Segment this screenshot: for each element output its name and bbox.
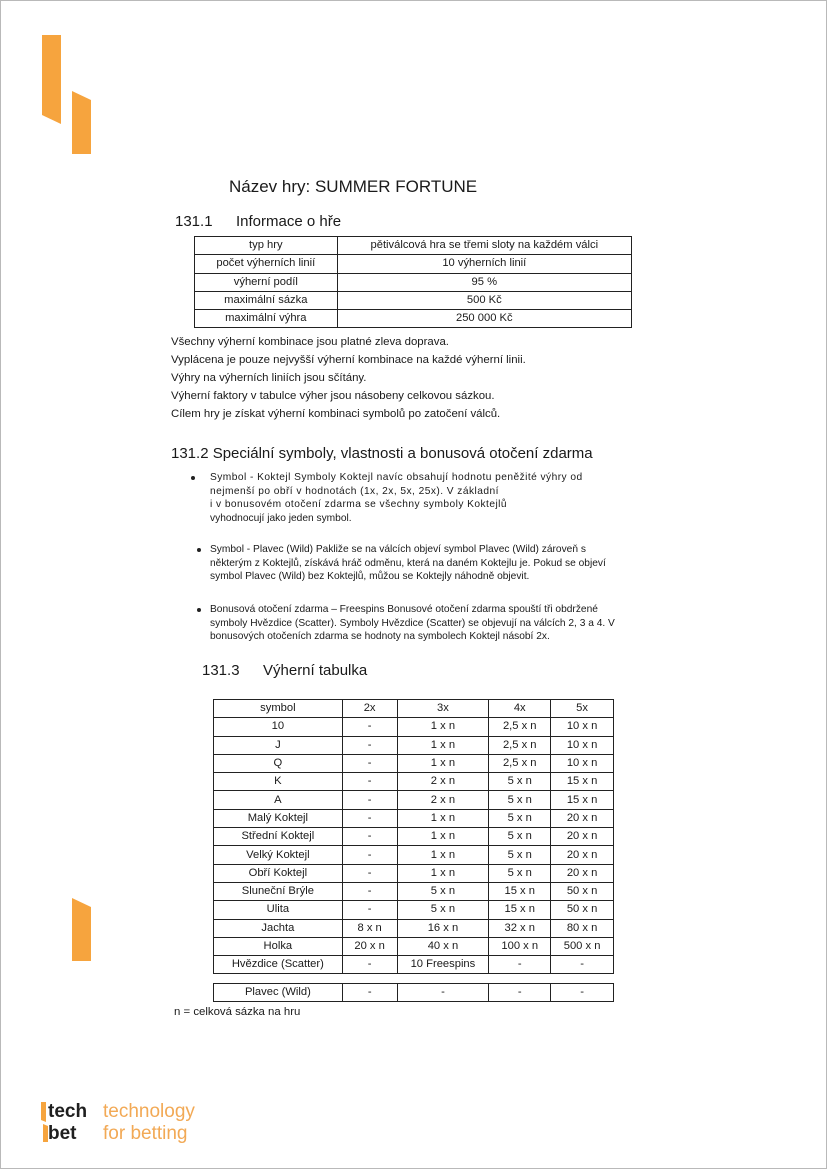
- column-header: 5x: [551, 700, 614, 718]
- payout-cell: 5 x n: [489, 828, 551, 846]
- payout-cell: 20 x n: [551, 809, 614, 827]
- bullet-line: symboly Hvězdice (Scatter). Symboly Hvězdice (Scatter) se objevují na válcích 2, 3 a 4. V: [210, 617, 615, 629]
- tagline-line: for betting: [103, 1123, 188, 1144]
- bullet-line: i v bonusovém otočení zdarma se všechny symboly Koktejlů: [210, 499, 507, 511]
- payout-cell: 15 x n: [551, 773, 614, 791]
- section-heading-paytable: [202, 662, 368, 679]
- bullet-icon: [191, 476, 195, 480]
- column-header: 3x: [397, 700, 489, 718]
- payout-cell: 1 x n: [397, 846, 489, 864]
- symbol-cell: 10: [214, 718, 343, 736]
- paragraph: Všechny výherní kombinace jsou platné zleva doprava.: [171, 336, 449, 348]
- table-row: [214, 809, 614, 827]
- payout-cell: -: [342, 718, 397, 736]
- payout-cell: 1 x n: [397, 864, 489, 882]
- payout-cell: 2,5 x n: [489, 736, 551, 754]
- bullet-line: Symbol - Plavec (Wild) Pakliže se na válcích objeví symbol Plavec (Wild) zároveň s: [210, 544, 586, 555]
- rules-paragraphs: [171, 333, 526, 423]
- payout-cell: -: [551, 956, 614, 974]
- payout-cell: 80 x n: [551, 919, 614, 937]
- paragraph: Výherní faktory v tabulce výher jsou násobeny celkovou sázkou.: [171, 390, 495, 402]
- payout-cell: -: [342, 984, 397, 1002]
- symbol-cell: J: [214, 736, 343, 754]
- payout-cell: 15 x n: [489, 901, 551, 919]
- bullet-line: bonusových otočeních zdarma se hodnoty na symbolech Koktejl násobí 2x.: [210, 631, 550, 643]
- payout-cell: 5 x n: [489, 846, 551, 864]
- logo-wordmark: [48, 1101, 87, 1145]
- brand-bars-icon: [41, 34, 93, 156]
- bullet-line: některým z Koktejlů, získává hráč odměnu, která na daném Koktejlu je. Pokud se objeví: [210, 557, 606, 569]
- brand-bar-icon: [71, 897, 93, 963]
- table-row: [195, 310, 632, 328]
- payout-cell: -: [342, 754, 397, 772]
- payout-cell: 10 x n: [551, 718, 614, 736]
- payout-cell: 15 x n: [551, 791, 614, 809]
- document-title: Název hry: SUMMER FORTUNE: [229, 177, 478, 196]
- payout-cell: -: [342, 882, 397, 900]
- symbol-cell: Q: [214, 754, 343, 772]
- payout-cell: -: [342, 864, 397, 882]
- payout-cell: -: [342, 736, 397, 754]
- payout-cell: 50 x n: [551, 882, 614, 900]
- payout-cell: 1 x n: [397, 828, 489, 846]
- payout-cell: -: [342, 773, 397, 791]
- payout-cell: 1 x n: [397, 809, 489, 827]
- paragraph: Výhry na výherních liniích jsou sčítány.: [171, 372, 367, 384]
- info-value: 250 000 Kč: [337, 310, 631, 328]
- symbol-cell: Plavec (Wild): [214, 984, 343, 1002]
- bullet-line: symbol Plavec (Wild) bez Koktejlů, můžou se Koktejly náhodně objevit.: [210, 571, 530, 583]
- section-title: Výherní tabulka: [263, 662, 368, 679]
- payout-cell: 20 x n: [551, 846, 614, 864]
- payout-cell: -: [397, 984, 489, 1002]
- table-row: [214, 984, 614, 1002]
- payout-cell: 15 x n: [489, 882, 551, 900]
- table-row: [195, 255, 632, 273]
- payout-cell: -: [342, 828, 397, 846]
- payout-cell: 10 Freespins: [397, 956, 489, 974]
- tagline-line: technology: [103, 1101, 195, 1122]
- info-label: maximální výhra: [195, 310, 338, 328]
- table-row: [214, 937, 614, 955]
- payout-cell: 50 x n: [551, 901, 614, 919]
- bullet-line: Bonusová otočení zdarma – Freespins Bonusové otočení zdarma spouští tři obdržené: [210, 604, 598, 615]
- payout-cell: 40 x n: [397, 937, 489, 955]
- table-row: [214, 773, 614, 791]
- bullet-line: nejmenší po obří v hodnotách (1x, 2x, 5x, 25x). V základní: [210, 485, 499, 497]
- column-header: 4x: [489, 700, 551, 718]
- table-row: [195, 237, 632, 255]
- info-value: 95 %: [337, 273, 631, 291]
- logo-tagline: [103, 1101, 195, 1145]
- info-value: 10 výherních linií: [337, 255, 631, 273]
- payout-cell: -: [342, 809, 397, 827]
- symbol-cell: Sluneční Brýle: [214, 882, 343, 900]
- payout-cell: 20 x n: [551, 864, 614, 882]
- payout-cell: -: [551, 984, 614, 1002]
- payout-cell: 5 x n: [489, 791, 551, 809]
- symbol-cell: Střední Koktejl: [214, 828, 343, 846]
- column-header: 2x: [342, 700, 397, 718]
- table-row: [214, 846, 614, 864]
- payout-cell: 1 x n: [397, 718, 489, 736]
- payout-cell: 8 x n: [342, 919, 397, 937]
- symbol-cell: K: [214, 773, 343, 791]
- table-row: [214, 901, 614, 919]
- payout-cell: 2,5 x n: [489, 754, 551, 772]
- symbol-cell: Jachta: [214, 919, 343, 937]
- table-row: [214, 882, 614, 900]
- section-heading-info: [175, 213, 342, 230]
- table-row: [195, 273, 632, 291]
- payout-cell: -: [342, 791, 397, 809]
- payout-cell: 32 x n: [489, 919, 551, 937]
- table-row: [195, 291, 632, 309]
- symbol-cell: Hvězdice (Scatter): [214, 956, 343, 974]
- section-heading-special: 131.2 Speciální symboly, vlastnosti a bonusová otočení zdarma: [171, 445, 593, 462]
- paytable-footnote: n = celková sázka na hru: [174, 1006, 301, 1018]
- payout-cell: -: [342, 901, 397, 919]
- symbol-cell: Holka: [214, 937, 343, 955]
- table-row: [214, 718, 614, 736]
- table-row: [214, 919, 614, 937]
- payout-cell: 2,5 x n: [489, 718, 551, 736]
- payout-cell: 1 x n: [397, 754, 489, 772]
- table-row: [214, 754, 614, 772]
- payout-cell: 2 x n: [397, 791, 489, 809]
- payout-cell: 1 x n: [397, 736, 489, 754]
- payout-cell: 5 x n: [397, 882, 489, 900]
- paragraph: Vyplácena je pouze nejvyšší výherní kombinace na každé výherní linii.: [171, 354, 526, 366]
- paytable-wild-row: [213, 983, 614, 1002]
- payout-cell: 16 x n: [397, 919, 489, 937]
- section-number: 131.1: [175, 213, 213, 230]
- paragraph: Cílem hry je získat výherní kombinaci symbolů po zatočení válců.: [171, 408, 501, 420]
- logo-word-bet: bet: [48, 1123, 77, 1144]
- payout-cell: 100 x n: [489, 937, 551, 955]
- info-value: pětiválcová hra se třemi sloty na každém válci: [337, 237, 631, 255]
- payout-cell: 2 x n: [397, 773, 489, 791]
- bullet-line: Symbol - Koktejl Symboly Koktejl navíc obsahují hodnotu peněžité výhry od: [210, 472, 583, 483]
- paytable: [213, 699, 614, 974]
- table-row: [214, 864, 614, 882]
- section-title: Informace o hře: [236, 213, 342, 230]
- symbol-cell: Velký Koktejl: [214, 846, 343, 864]
- bullet-line: vyhodnocují jako jeden symbol.: [210, 512, 352, 524]
- payout-cell: 500 x n: [551, 937, 614, 955]
- table-row: [214, 791, 614, 809]
- section-number: 131.3: [202, 662, 240, 679]
- column-header: symbol: [214, 700, 343, 718]
- info-label: maximální sázka: [195, 291, 338, 309]
- payout-cell: 10 x n: [551, 736, 614, 754]
- payout-cell: 5 x n: [489, 864, 551, 882]
- payout-cell: 20 x n: [342, 937, 397, 955]
- info-label: typ hry: [195, 237, 338, 255]
- table-row: [214, 736, 614, 754]
- payout-cell: -: [489, 956, 551, 974]
- payout-cell: -: [342, 956, 397, 974]
- info-label: výherní podíl: [195, 273, 338, 291]
- symbol-cell: Ulita: [214, 901, 343, 919]
- info-value: 500 Kč: [337, 291, 631, 309]
- payout-cell: 5 x n: [489, 809, 551, 827]
- bullet-icon: [197, 608, 201, 612]
- bullet-icon: [197, 548, 201, 552]
- table-row: [214, 956, 614, 974]
- payout-cell: 10 x n: [551, 754, 614, 772]
- payout-cell: 5 x n: [397, 901, 489, 919]
- payout-cell: 20 x n: [551, 828, 614, 846]
- table-row: [214, 828, 614, 846]
- payout-cell: -: [489, 984, 551, 1002]
- symbol-cell: Malý Koktejl: [214, 809, 343, 827]
- symbol-cell: A: [214, 791, 343, 809]
- table-header-row: [214, 700, 614, 718]
- logo-word-tech: tech: [48, 1101, 88, 1122]
- symbol-cell: Obří Koktejl: [214, 864, 343, 882]
- payout-cell: -: [342, 846, 397, 864]
- info-label: počet výherních linií: [195, 255, 338, 273]
- payout-cell: 5 x n: [489, 773, 551, 791]
- game-info-table: [194, 236, 632, 328]
